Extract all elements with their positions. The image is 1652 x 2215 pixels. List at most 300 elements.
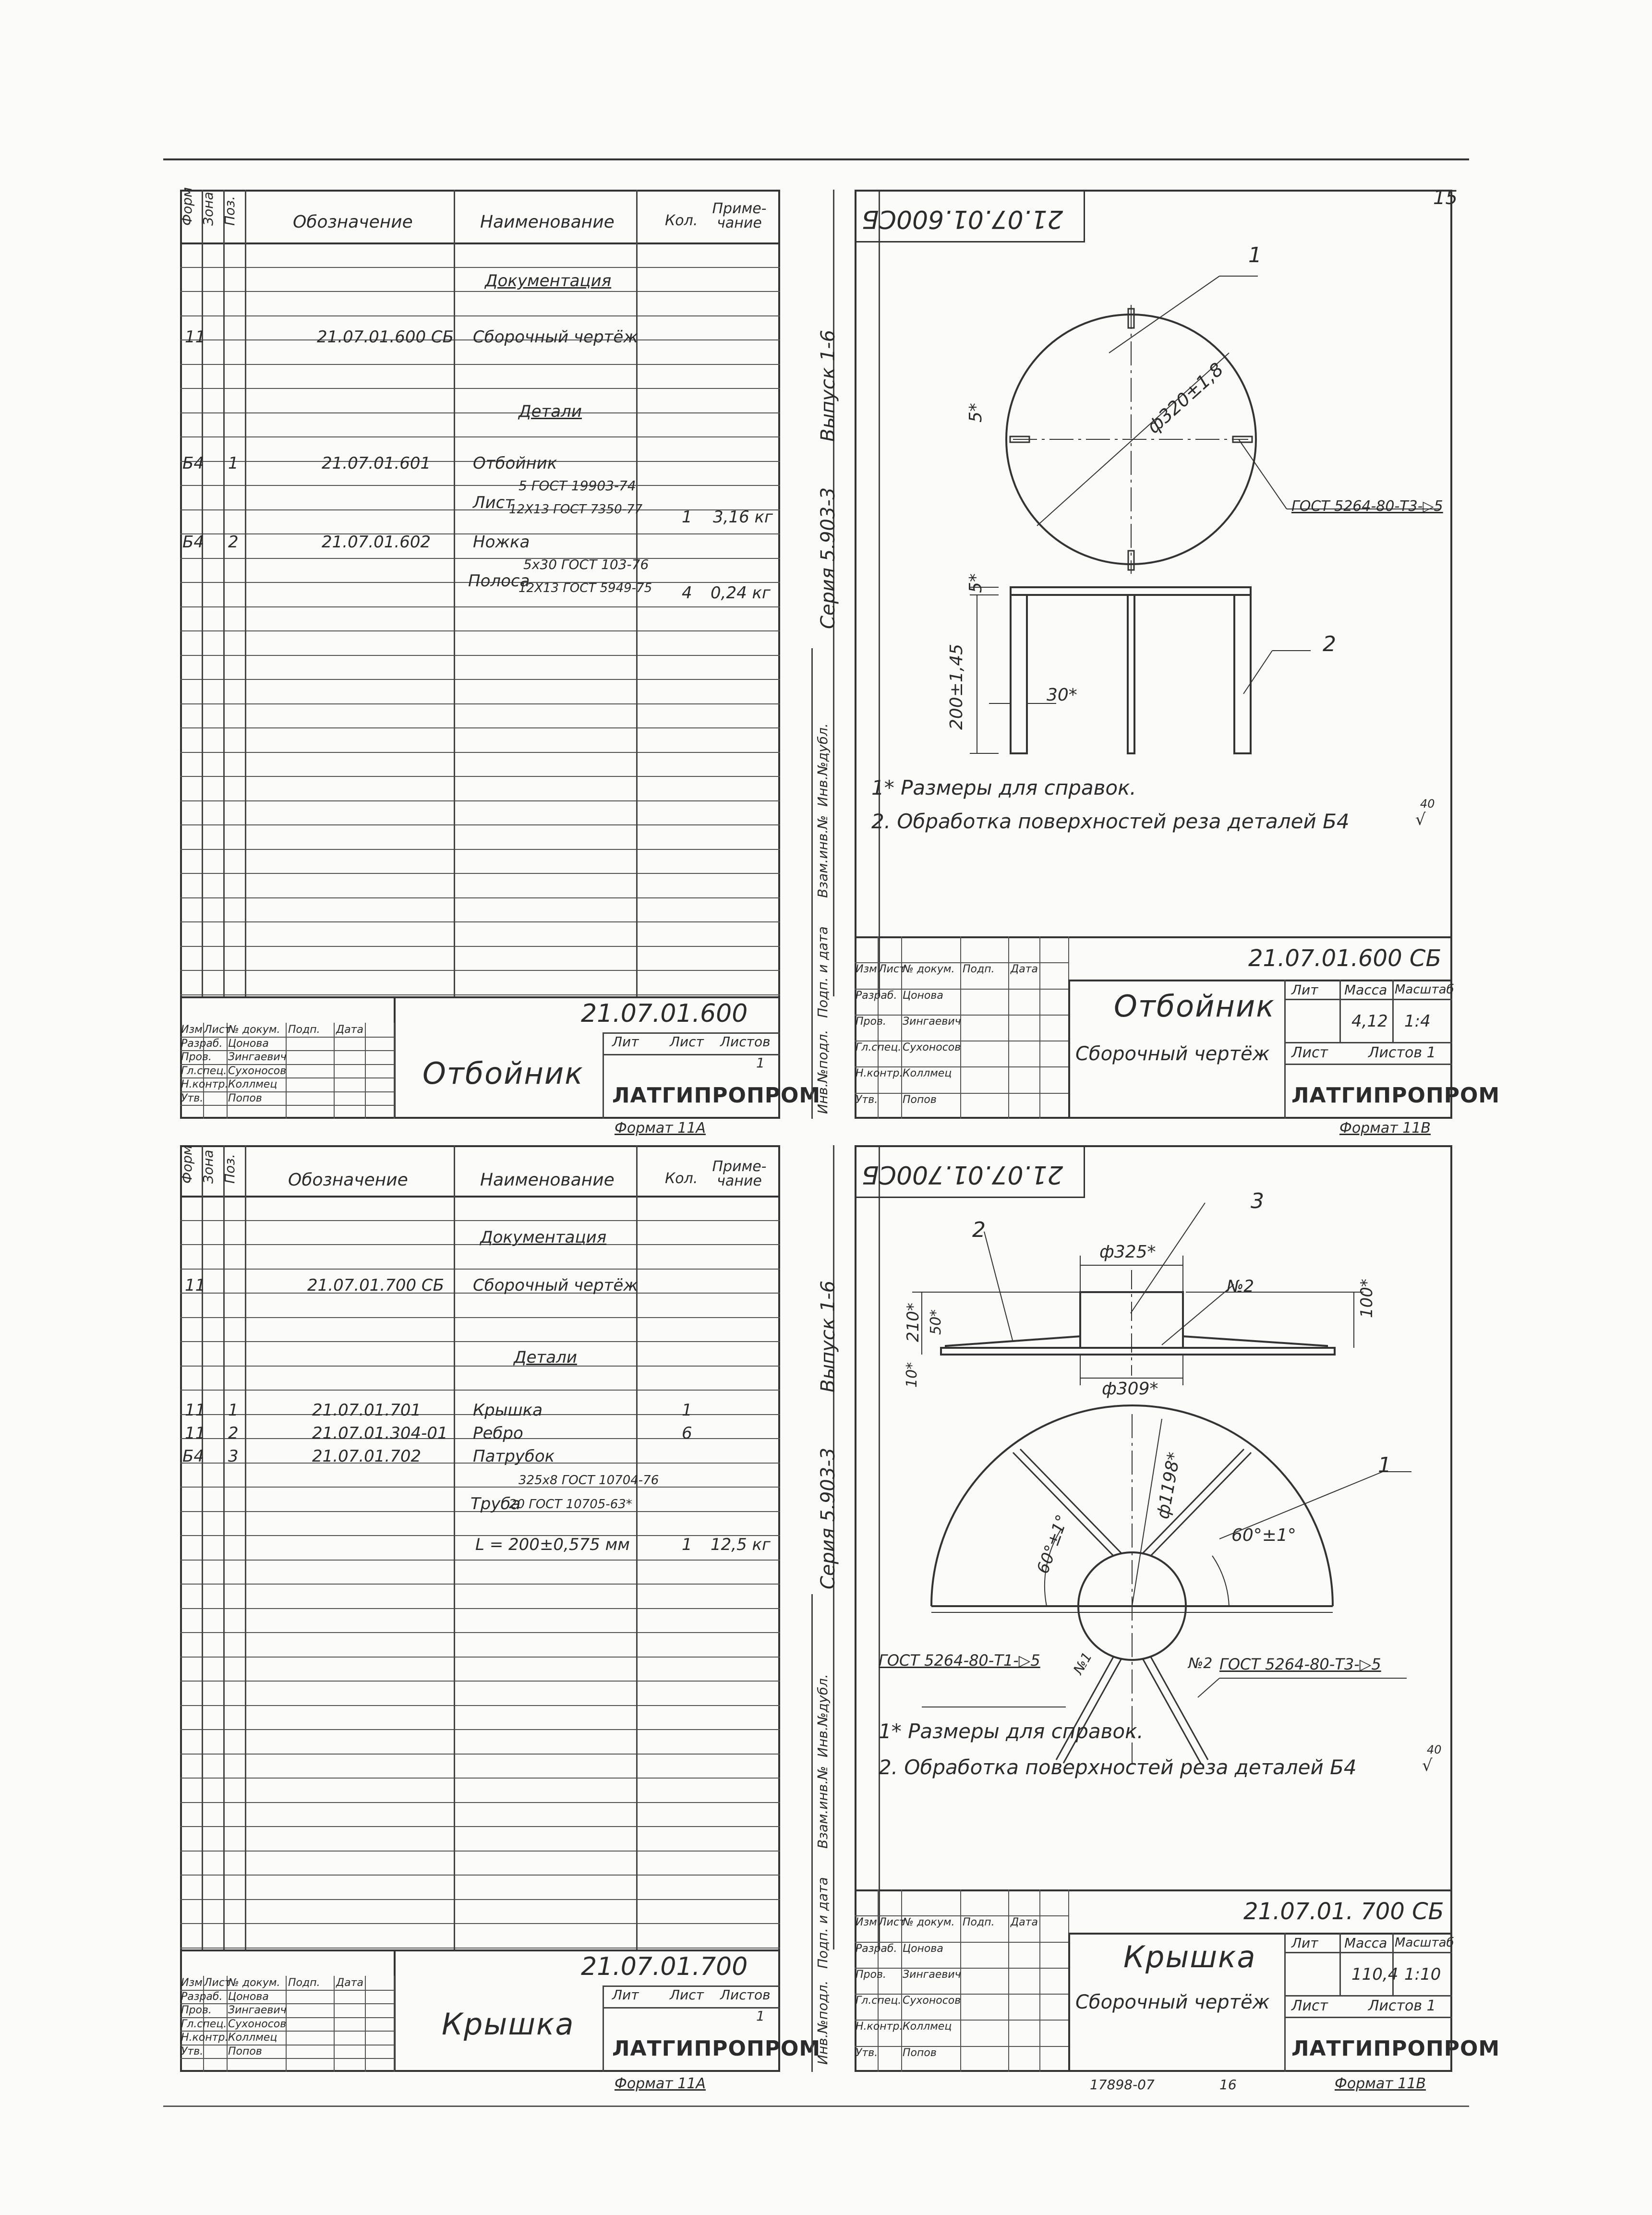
grid-row-line — [180, 679, 780, 680]
draw2-stamp-h0 — [1068, 1933, 1452, 1935]
stamp-row-line — [180, 1091, 394, 1092]
draw2-angle1: 60°±1° — [1033, 1512, 1073, 1576]
grid-row-line — [180, 1608, 780, 1609]
draw2-list-label: Лист — [1291, 1997, 1328, 2014]
draw2-stamp-h3 — [1284, 2017, 1452, 2018]
draw2-margin-dubl: Инв.№дубл. — [815, 1674, 831, 1757]
stamp-person: Сухоносов — [228, 1065, 287, 1077]
draw2-massa-label: Масса — [1344, 1935, 1387, 1951]
spec2-list-label: Лист — [670, 1987, 704, 2003]
draw1-note2: 2. Обработка поверхностей реза деталей Б4 — [871, 810, 1350, 833]
stamp-person: Попов — [903, 2046, 937, 2059]
draw1-pos1: 1 — [1248, 243, 1262, 267]
stamp-header-cell: Дата — [336, 1024, 363, 1036]
spec1-stamp-left — [180, 1023, 394, 1119]
stamp-col-line — [227, 1976, 228, 2072]
stamp-col-line — [1008, 936, 1009, 1119]
stamp-role: Разраб. — [181, 1037, 223, 1050]
spec1-r1-mat-top: 5 ГОСТ 19903-74 — [519, 478, 636, 494]
draw2-weld2: ГОСТ 5264-80-Т3-▷5 — [1219, 1655, 1381, 1673]
spec2-hdr-name: Наименование — [480, 1170, 615, 1190]
grid-header-line — [180, 1196, 780, 1198]
spec2-r2-designation: 21.07.01.304-01 — [312, 1424, 448, 1443]
draw1-list-label: Лист — [1291, 1044, 1328, 1061]
spec1-list-label: Лист — [670, 1034, 704, 1050]
grid-row-line — [180, 1657, 780, 1658]
stamp-person: Цонова — [903, 1942, 943, 1955]
stamp-header-cell: Лист — [204, 1024, 231, 1036]
stamp-role: Утв. — [181, 2045, 204, 2058]
stamp-person: Сухоносов — [228, 2018, 287, 2030]
draw2-code: 21.07.01. 700 СБ — [1243, 1898, 1444, 1925]
spec2-hdr-pos: Поз. — [222, 1154, 238, 1184]
spec2-r1-pos: 1 — [228, 1401, 239, 1420]
grid-row-line — [180, 1487, 780, 1488]
stamp-person: Коллмец — [228, 1078, 277, 1091]
spec1-section-det: Детали — [519, 402, 582, 421]
stamp-col-line — [365, 1976, 366, 2072]
spec1-r2-format: Б4 — [182, 533, 204, 552]
spec1-r1-name: Отбойник — [473, 454, 557, 473]
grid-header-line — [180, 242, 780, 244]
grid-row-line — [180, 873, 780, 874]
stamp-header-cell: Дата — [1011, 963, 1038, 976]
draw2-stamp-v2 — [1339, 1933, 1341, 1995]
grid-row-line — [180, 994, 780, 995]
draw2-weld1: ГОСТ 5264-80-Т1-▷5 — [879, 1651, 1040, 1670]
spec2-r3-name: Патрубок — [473, 1447, 555, 1466]
spec2-r3-designation: 21.07.01.702 — [312, 1447, 422, 1466]
stamp-header-cell: Изм — [856, 1916, 877, 1929]
stamp-role: Утв. — [181, 1092, 204, 1104]
stamp-row-line — [180, 2058, 394, 2059]
spec1-r2-designation: 21.07.01.602 — [322, 533, 431, 552]
spec2-org: ЛАТГИПРОПРОМ — [612, 2036, 821, 2061]
stamp-role: Разраб. — [181, 1990, 223, 2003]
spec1-doc-format: 11 — [185, 327, 206, 347]
spec1-r2-note: 0,24 кг — [711, 583, 771, 603]
grid-row-line — [180, 1948, 780, 1949]
draw1-code-mirror: 21.07.01.600СБ — [862, 205, 1063, 233]
draw2-stamp-v1 — [1284, 1933, 1286, 2072]
stamp-col-line — [960, 1889, 961, 2072]
draw1-dim-200: 200±1,45 — [947, 643, 966, 730]
grid-row-line — [180, 897, 780, 898]
draw2-dim-309: ф309* — [1102, 1379, 1158, 1399]
grid-row-line — [180, 267, 780, 268]
grid-row-line — [180, 776, 780, 777]
draw2-note1: 1* Размеры для справок. — [879, 1719, 1144, 1743]
stamp-role: Гл.спец. — [181, 1065, 227, 1077]
draw2-n1: №1 — [1070, 1649, 1096, 1677]
grid-row-line — [180, 727, 780, 728]
draw2-listov: Листов 1 — [1368, 1997, 1436, 2014]
spec2-r3-format: Б4 — [182, 1447, 204, 1466]
draw2-masshtab-label: Масштаб — [1395, 1936, 1454, 1950]
stamp-col-line — [365, 1023, 366, 1119]
draw2-margin-inv: Инв.№подл. — [815, 1980, 831, 2065]
spec2-code: 21.07.01.700 — [581, 1952, 748, 1981]
sheet-bottom-rule — [163, 2106, 1469, 2107]
spec1-r1-format: Б4 — [182, 454, 204, 473]
draw2-stamp-h1 — [1284, 1952, 1452, 1953]
stamp-role: Н.контр. — [856, 1067, 903, 1080]
spec1-r1-mat-prefix: Лист — [473, 493, 515, 512]
stamp-role: Разраб. — [856, 989, 897, 1002]
stamp-header-cell: № докум. — [228, 1024, 280, 1036]
spec2-r1-qty: 1 — [682, 1401, 692, 1420]
spec1-lit-label: Лит — [612, 1034, 639, 1050]
stamp-header-cell: Дата — [336, 1977, 363, 1989]
stamp-header-cell: Изм — [856, 963, 877, 976]
grid-row-line — [180, 849, 780, 850]
grid-row-line — [180, 752, 780, 753]
draw1-code: 21.07.01.600 СБ — [1248, 945, 1442, 972]
draw2-issue: Выпуск 1-6 — [817, 1280, 839, 1392]
spec2-r3-mat-prefix: Труба — [470, 1494, 521, 1513]
draw1-dim-5a: 5* — [966, 403, 986, 423]
grid-row-line — [180, 1705, 780, 1706]
spec2-doc-format: 11 — [185, 1276, 206, 1295]
spec1-r1-designation: 21.07.01.601 — [322, 454, 431, 473]
stamp-person: Зингаевич — [228, 2004, 287, 2017]
stamp-person: Сухоносов — [903, 1041, 961, 1054]
draw2-stamp-left — [855, 1889, 1068, 2072]
grid-row-line — [180, 412, 780, 413]
draw1-stamp-h1 — [1284, 999, 1452, 1000]
stamp-person: Попов — [228, 1092, 262, 1104]
stamp-role: Гл.спец. — [856, 1041, 902, 1054]
draw1-stamp-h3 — [1284, 1064, 1452, 1065]
stamp-col-line — [1008, 1889, 1009, 2072]
stamp-header-cell: Изм — [181, 1024, 203, 1036]
spec2-r1-name: Крышка — [473, 1401, 543, 1420]
spec1-r2-qty: 4 — [682, 583, 692, 603]
spec2-r3-mat-top: 325х8 ГОСТ 10704-76 — [519, 1473, 659, 1488]
draw1-margin-dubl: Инв.№дубл. — [815, 723, 831, 807]
spec2-stamp-left — [180, 1976, 394, 2072]
stamp-header-cell: Лист — [879, 963, 905, 976]
draw1-title: Отбойник — [1114, 989, 1275, 1024]
spec2-hdr-zone: Зона — [200, 1150, 216, 1184]
grid-row-line — [180, 1875, 780, 1876]
stamp-header-cell: Лист — [879, 1916, 905, 1929]
draw1-margin-inv: Инв.№подл. — [815, 1029, 831, 1114]
draw1-stamp-h2 — [1284, 1042, 1452, 1043]
draw2-rib-right — [1183, 1336, 1327, 1348]
spec2-listov-label: Листов — [720, 1987, 771, 2003]
draw2-lit: Лит — [1291, 1935, 1318, 1951]
spec2-r3-mat-bot: 20 ГОСТ 10705-63* — [509, 1497, 632, 1512]
stamp-header-cell: Подп. — [963, 1916, 995, 1929]
stamp-person: Коллмец — [903, 1067, 952, 1080]
grid-col-line — [245, 1145, 246, 1949]
draw1-leg-left — [1011, 595, 1027, 753]
grid-col-line — [202, 190, 203, 996]
grid-row-line — [180, 655, 780, 656]
draw1-masshtab: 1:4 — [1404, 1012, 1431, 1031]
stamp-col-line — [394, 1976, 395, 2072]
grid-row-line — [180, 630, 780, 631]
grid-row-line — [180, 921, 780, 922]
stamp-person: Попов — [228, 2045, 262, 2058]
stamp-role: Пров. — [856, 1968, 886, 1981]
draw1-massa-label: Масса — [1344, 982, 1387, 998]
stamp-person: Цонова — [228, 1037, 269, 1050]
grid-row-line — [180, 1341, 780, 1342]
grid-row-line — [180, 558, 780, 559]
spec1-r2-name: Ножка — [473, 533, 530, 552]
spec1-listov-label: Листов — [720, 1034, 771, 1050]
spec1-section-doc: Документация — [485, 271, 612, 290]
stamp-header-cell: Подп. — [288, 1024, 320, 1036]
grid-col-line — [245, 190, 246, 996]
grid-row-line — [180, 946, 780, 947]
stamp-person: Зингаевич — [903, 1015, 961, 1028]
draw2-n2b: №2 — [1188, 1655, 1213, 1672]
stamp-header-cell: № докум. — [903, 963, 955, 976]
spec2-r2-qty: 6 — [682, 1424, 692, 1443]
draw1-dim-30: 30* — [1047, 685, 1077, 705]
grid-row-line — [180, 703, 780, 704]
spec1-r2-mat-top: 5х30 ГОСТ 103-76 — [523, 557, 649, 572]
spec1-format: Формат 11А — [615, 1120, 706, 1137]
draw1-weld: ГОСТ 5264-80-Т3-▷5 — [1291, 498, 1443, 515]
grid-row-line — [180, 1899, 780, 1900]
draw1-series: Серия 5.903-3 — [817, 487, 839, 629]
spec1-hdr-zone: Зона — [200, 192, 216, 226]
draw1-dim-diam: ф320±1,8 — [1143, 358, 1228, 438]
stamp-person: Цонова — [903, 989, 943, 1002]
spec1-stamp-top — [180, 996, 780, 998]
stamp-row-line — [180, 1050, 394, 1051]
stamp-role: Разраб. — [856, 1942, 897, 1955]
draw1-stamp-h0 — [1068, 980, 1452, 981]
stamp-role: Н.контр. — [856, 2021, 903, 2033]
spec1-r1-pos: 1 — [228, 454, 239, 473]
grid-col-line — [202, 1145, 203, 1949]
draw2-pos2: 2 — [972, 1218, 986, 1242]
grid-row-line — [180, 1632, 780, 1633]
spec2-hdr-designation: Обозначение — [288, 1170, 408, 1190]
draw2-stamp-v3 — [1392, 1933, 1394, 1995]
stamp-role: Н.контр. — [181, 2032, 229, 2044]
stamp-role: Гл.спец. — [181, 2018, 227, 2030]
draw1-note1: 1* Размеры для справок. — [871, 776, 1136, 799]
spec2-hdr-qty: Кол. — [665, 1170, 698, 1187]
draw2-margin-line — [811, 1594, 813, 2072]
spec1-title: Отбойник — [422, 1056, 584, 1091]
spec1-hdr-pos: Поз. — [222, 196, 238, 226]
grid-col-line — [636, 1145, 638, 1949]
stamp-role: Гл.спец. — [856, 1995, 902, 2007]
draw2-pos3: 3 — [1251, 1189, 1264, 1213]
spec2-stamp-top — [180, 1949, 780, 1951]
draw2-n2: №2 — [1227, 1277, 1254, 1296]
draw2-stamp-div — [1068, 1933, 1070, 2072]
draw1-format: Формат 11В — [1339, 1120, 1431, 1137]
spec2-hdr-note: Приме- чание — [712, 1158, 767, 1189]
draw2-masshtab: 1:10 — [1404, 1965, 1441, 1984]
draw2-cover-plate — [941, 1348, 1335, 1355]
draw1-masshtab-label: Масштаб — [1395, 982, 1454, 997]
stamp-header-cell: Подп. — [288, 1977, 320, 1989]
spec1-r2-mat-prefix: Полоса — [468, 571, 530, 591]
stamp-row-line — [180, 2003, 394, 2004]
stamp-header-cell: Подп. — [963, 963, 995, 976]
draw2-org: ЛАТГИПРОПРОМ — [1291, 2036, 1500, 2061]
draw2-pos1: 1 — [1378, 1453, 1391, 1477]
draw1-stamp-v3 — [1392, 980, 1394, 1042]
sheet-number: 15 — [1433, 187, 1458, 209]
spec1-doc-name: Сборочный чертёж — [473, 327, 638, 347]
stamp-col-line — [334, 1976, 335, 2072]
spec2-title: Крышка — [442, 2007, 575, 2042]
grid-row-line — [180, 1681, 780, 1682]
grid-row-line — [180, 800, 780, 801]
spec2-r2-format: 11 — [185, 1424, 206, 1443]
spec1-hdr-note: Приме- чание — [712, 200, 767, 231]
stamp-row-line — [855, 1093, 1068, 1094]
draw2-stamp-h2 — [1284, 1995, 1452, 1997]
draw1-plate — [1011, 587, 1251, 595]
grid-row-line — [180, 1923, 780, 1924]
draw2-dim-100: 100* — [1357, 1279, 1376, 1318]
grid-row-line — [180, 1851, 780, 1852]
grid-col-line — [454, 190, 455, 996]
draw1-stamp-v1 — [1284, 980, 1286, 1119]
stamp-role: Утв. — [856, 2046, 878, 2059]
draw1-rough: 40 — [1420, 797, 1435, 811]
sheet-top-rule — [163, 158, 1469, 160]
stamp-col-line — [394, 1023, 395, 1119]
draw1-listov: Листов 1 — [1368, 1044, 1436, 1061]
stamp-person: Цонова — [228, 1990, 269, 2003]
draw1-stamp-v2 — [1339, 980, 1341, 1042]
grid-row-line — [180, 315, 780, 316]
draw2-subtitle: Сборочный чертёж — [1075, 1991, 1270, 2013]
draw2-dim-10: 10* — [904, 1362, 920, 1388]
spec2-format: Формат 11А — [615, 2075, 706, 2092]
grid-row-line — [180, 364, 780, 365]
draw2-dim-1198: ф1198* — [1153, 1451, 1184, 1521]
spec2-r2-name: Ребро — [473, 1424, 523, 1443]
draw2-title: Крышка — [1123, 1939, 1256, 1974]
spec2-r3-pos: 3 — [228, 1447, 239, 1466]
grid-row-line — [180, 291, 780, 292]
spec1-hdr-format: Форм — [179, 187, 195, 226]
draw2-rough-check: √ — [1422, 1756, 1433, 1775]
draw1-stamp-left — [855, 936, 1068, 1119]
stamp-role: Пров. — [181, 2004, 212, 2017]
grid-row-line — [180, 1754, 780, 1755]
spec2-section-doc: Документация — [480, 1228, 607, 1247]
spec1-doc-designation: 21.07.01.600 СБ — [317, 327, 454, 347]
stamp-col-line — [227, 1023, 228, 1119]
draw2-margin-vzam: Взам.инв.№ — [815, 1766, 831, 1849]
draw2-rough: 40 — [1427, 1743, 1442, 1756]
spec1-r1-note: 3,16 кг — [713, 508, 773, 527]
spec1-hdr-name: Наименование — [480, 212, 615, 232]
grid-row-line — [180, 1729, 780, 1730]
spec2-doc-designation: 21.07.01.700 СБ — [307, 1276, 444, 1295]
spec1-listov-value: 1 — [756, 1055, 765, 1071]
draw1-massa: 4,12 — [1351, 1012, 1388, 1031]
grid-row-line — [180, 1220, 780, 1221]
stamp-header-cell: Дата — [1011, 1916, 1038, 1929]
draw1-lit: Лит — [1291, 982, 1318, 998]
grid-row-line — [180, 1560, 780, 1561]
grid-row-line — [180, 1802, 780, 1803]
stamp-person: Коллмец — [228, 2032, 277, 2044]
stamp-header-cell: Изм — [181, 1977, 203, 1989]
stamp-header-cell: № докум. — [903, 1916, 955, 1929]
grid-row-line — [180, 1778, 780, 1779]
spec2-hdr-format: Форм — [179, 1145, 195, 1184]
spec1-r1-mat-bot: 12Х13 ГОСТ 7350-77 — [509, 502, 643, 517]
draw2-copy-no: 17898-07 — [1090, 2077, 1155, 2093]
spec2-r2-pos: 2 — [228, 1424, 239, 1443]
stamp-person: Сухоносов — [903, 1995, 961, 2007]
spec2-r3-note: 12,5 кг — [711, 1535, 771, 1554]
spec1-hdr-designation: Обозначение — [293, 212, 413, 232]
grid-row-line — [180, 1317, 780, 1318]
stamp-role: Н.контр. — [181, 1078, 229, 1091]
spec2-r3-qty: 1 — [682, 1535, 692, 1554]
grid-row-line — [180, 1584, 780, 1585]
spec1-stamp-h2 — [603, 1054, 780, 1055]
spec1-stamp-v1 — [603, 1032, 604, 1119]
spec2-r3-len: L = 200±0,575 мм — [475, 1535, 630, 1554]
spec2-lit-label: Лит — [612, 1987, 639, 2003]
draw1-org: ЛАТГИПРОПРОМ — [1291, 1083, 1500, 1108]
stamp-row-line — [855, 1015, 1068, 1016]
draw1-pos2: 2 — [1323, 632, 1336, 656]
draw2-angle2: 60°±1° — [1231, 1525, 1296, 1545]
draw1-margin-podp: Подп. и дата — [815, 926, 831, 1018]
draw1-dim-5b: 5* — [966, 573, 986, 593]
stamp-col-line — [960, 936, 961, 1119]
grid-row-line — [180, 1826, 780, 1827]
grid-row-line — [180, 970, 780, 971]
grid-col-line — [223, 1145, 225, 1949]
stamp-header-cell: Лист — [204, 1977, 231, 1989]
draw1-issue: Выпуск 1-6 — [817, 329, 839, 442]
spec2-r1-designation: 21.07.01.701 — [312, 1401, 422, 1420]
stamp-role: Пров. — [856, 1015, 886, 1028]
stamp-role: Пров. — [181, 1051, 212, 1064]
draw1-subtitle: Сборочный чертёж — [1075, 1043, 1270, 1065]
grid-row-line — [180, 1269, 780, 1270]
stamp-col-line — [1039, 936, 1040, 1119]
stamp-role: Утв. — [856, 1093, 878, 1106]
grid-col-line — [223, 190, 225, 996]
spec2-stamp-v1 — [603, 1985, 604, 2072]
draw1-leg-right — [1234, 595, 1251, 753]
stamp-row-line — [180, 1105, 394, 1106]
spec1-code: 21.07.01.600 — [581, 999, 748, 1028]
grid-row-line — [180, 388, 780, 389]
draw2-dim-50: 50* — [928, 1309, 944, 1335]
stamp-row-line — [855, 1968, 1068, 1969]
draw2-dim-210: 210* — [904, 1303, 923, 1342]
spec1-r2-pos: 2 — [228, 533, 239, 552]
spec1-r2-mat-bot: 12Х13 ГОСТ 5949-75 — [519, 581, 652, 595]
stamp-col-line — [1039, 1889, 1040, 2072]
draw2-note2: 2. Обработка поверхностей реза деталей Б4 — [879, 1755, 1357, 1779]
grid-row-line — [180, 436, 780, 437]
spec2-stamp-h2 — [603, 2007, 780, 2009]
